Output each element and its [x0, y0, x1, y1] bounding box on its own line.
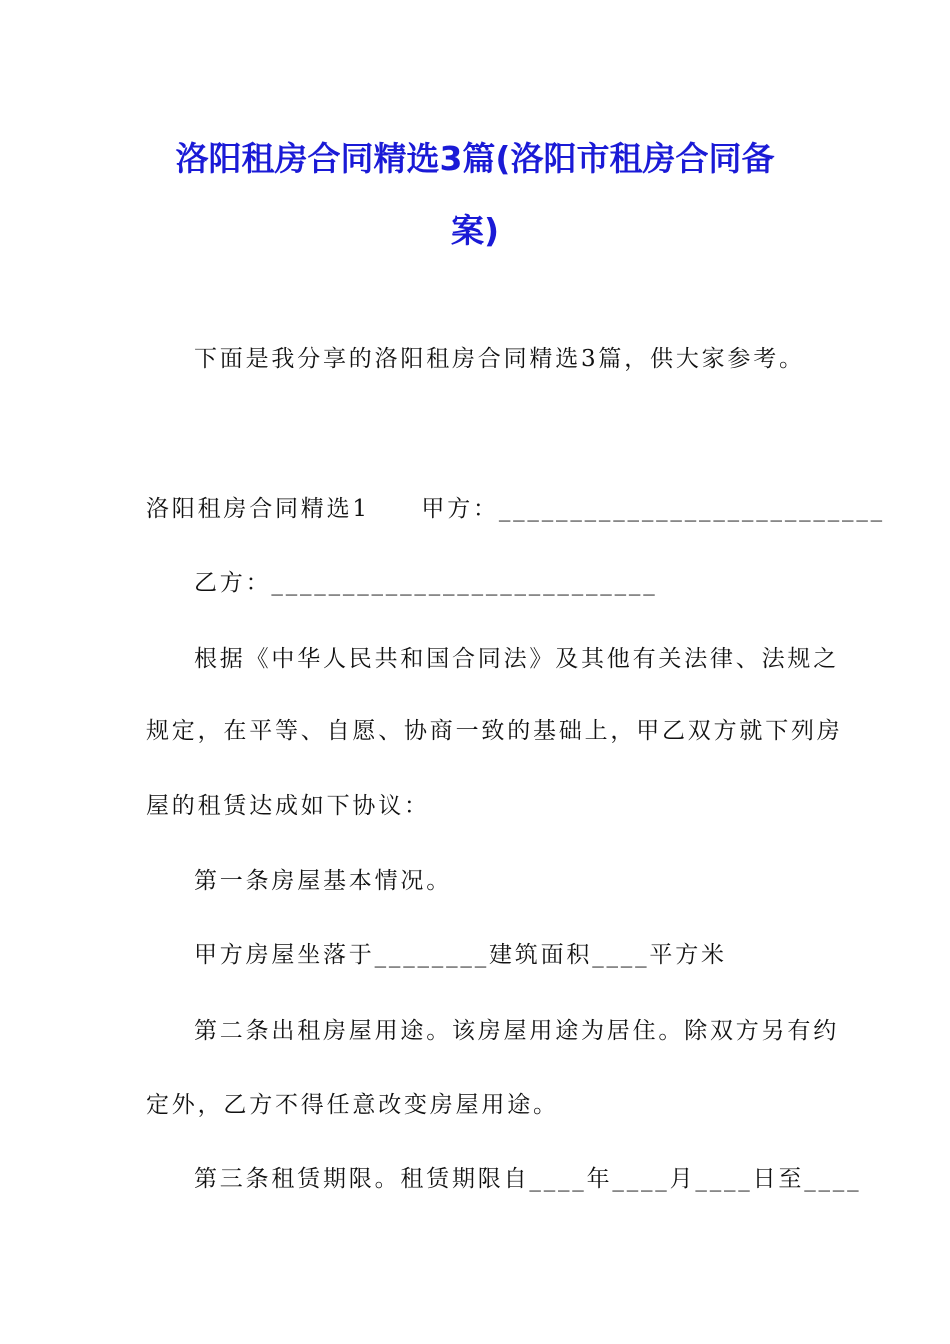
document-title-line-2: 案): [450, 211, 500, 250]
party-a-line: 洛阳租房合同精选1 甲方：___________________________: [146, 496, 885, 522]
article-1-title: 第一条房屋基本情况。: [194, 868, 452, 894]
party-b-line: 乙方：___________________________: [194, 570, 658, 596]
intro-paragraph: 下面是我分享的洛阳租房合同精选3篇，供大家参考。: [194, 346, 805, 372]
article-3-line-1: 第三条租赁期限。租赁期限自____年____月____日至____: [194, 1166, 862, 1192]
basis-paragraph-line-3: 屋的租赁达成如下协议：: [146, 793, 430, 819]
document-title-line-1: 洛阳租房合同精选3篇(洛阳市租房合同备: [175, 139, 775, 178]
basis-paragraph-line-2: 规定，在平等、自愿、协商一致的基础上，甲乙双方就下列房: [146, 718, 843, 744]
basis-paragraph-line-1: 根据《中华人民共和国合同法》及其他有关法律、法规之: [194, 646, 839, 672]
article-2-line-1: 第二条出租房屋用途。该房屋用途为居住。除双方另有约: [194, 1018, 839, 1044]
article-1-body: 甲方房屋坐落于________建筑面积____平方米: [194, 942, 727, 968]
article-2-line-2: 定外，乙方不得任意改变房屋用途。: [146, 1092, 559, 1118]
